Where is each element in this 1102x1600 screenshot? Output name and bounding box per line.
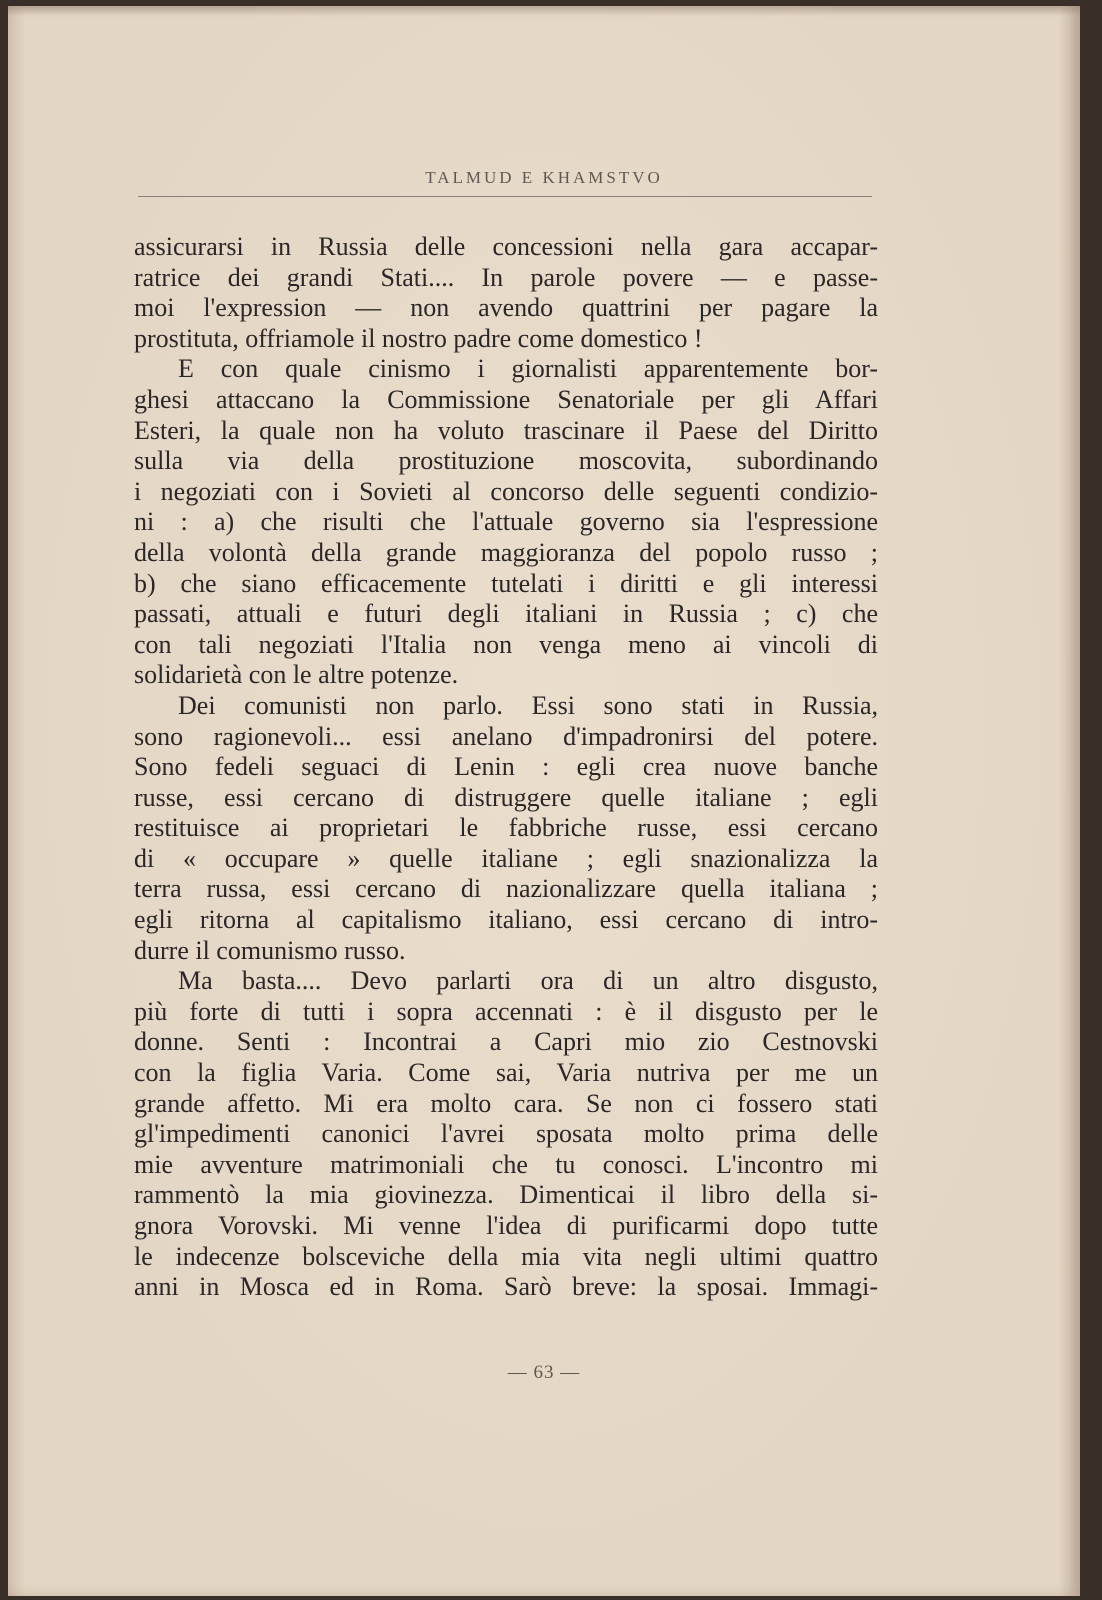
text-line: ratrice dei grandi Stati.... In parole povere — e passe-: [134, 262, 878, 292]
text-line: moi l'expression — non avendo quattrini per pagare la: [134, 293, 878, 323]
text-line: b) che siano efficacemente tutelati i diritti e gli interessi: [134, 568, 878, 598]
text-line: terra russa, essi cercano di nazionalizzare quella italiana ;: [134, 874, 878, 904]
text-line: Dei comunisti non parlo. Essi sono stati in Russia,: [178, 690, 878, 720]
page-edge-shadow: [1058, 6, 1080, 1596]
text-line: E con quale cinismo i giornalisti apparentemente bor-: [178, 354, 878, 384]
text-line: mie avventure matrimoniali che tu conosci. L'incontro mi: [134, 1149, 878, 1179]
text-line: prostituta, offriamole il nostro padre come domestico !: [134, 323, 703, 353]
text-line: con tali negoziati l'Italia non venga meno ai vincoli di: [134, 629, 878, 659]
text-line: della volontà della grande maggioranza del popolo russo ;: [134, 537, 878, 567]
text-line: egli ritorna al capitalismo italiano, essi cercano di intro-: [134, 905, 878, 935]
book-page: [8, 6, 1080, 1596]
text-line: durre il comunismo russo.: [134, 935, 406, 965]
body-text: [134, 232, 878, 1303]
text-line: i negoziati con i Sovieti al concorso delle seguenti condizio-: [134, 476, 878, 506]
text-line: Sono fedeli seguaci di Lenin : egli crea nuove banche: [134, 752, 878, 782]
text-line: passati, attuali e futuri degli italiani in Russia ; c) che: [134, 599, 878, 629]
text-line: solidarietà con le altre potenze.: [134, 660, 459, 690]
text-line: gl'impedimenti canonici l'avrei sposata molto prima delle: [134, 1119, 878, 1149]
text-line: donne. Senti : Incontrai a Capri mio zio Cestnovski: [134, 1027, 878, 1057]
text-line: gnora Vorovski. Mi venne l'idea di purificarmi dopo tutte: [134, 1211, 878, 1240]
text-line: sulla via della prostituzione moscovita, subordinando: [134, 446, 878, 476]
text-line: assicurarsi in Russia delle concessioni nella gara accapar-: [134, 232, 878, 261]
text-line: russe, essi cercano di distruggere quelle italiane ; egli: [134, 782, 878, 812]
text-line: ghesi attaccano la Commissione Senatoriale per gli Affari: [134, 384, 878, 414]
text-line: anni in Mosca ed in Roma. Sarò breve: la sposai. Immagi-: [134, 1272, 878, 1302]
text-line: più forte di tutti i sopra accennati : è il disgusto per le: [134, 996, 878, 1026]
text-line: rammentò la mia giovinezza. Dimenticai il libro della si-: [134, 1180, 878, 1210]
text-line: di « occupare » quelle italiane ; egli snazionalizza la: [134, 843, 878, 873]
text-line: sono ragionevoli... essi anelano d'impadronirsi del potere.: [134, 721, 878, 751]
text-line: le indecenze bolsceviche della mia vita negli ultimi quattro: [134, 1241, 878, 1271]
text-line: ni : a) che risulti che l'attuale governo sia l'espressione: [134, 507, 878, 537]
text-line: Ma basta.... Devo parlarti ora di un altro disgusto,: [178, 966, 878, 996]
page-number: — 63 —: [507, 1362, 581, 1383]
text-line: grande affetto. Mi era molto cara. Se non ci fossero stati: [134, 1088, 878, 1118]
text-line: con la figlia Varia. Come sai, Varia nutriva per me un: [134, 1058, 878, 1088]
text-line: Esteri, la quale non ha voluto trascinare il Paese del Diritto: [134, 415, 878, 445]
header-rule: [138, 196, 872, 197]
running-head: TALMUD E KHAMSTVO: [425, 168, 663, 187]
text-line: restituisce ai proprietari le fabbriche russe, essi cercano: [134, 813, 878, 843]
